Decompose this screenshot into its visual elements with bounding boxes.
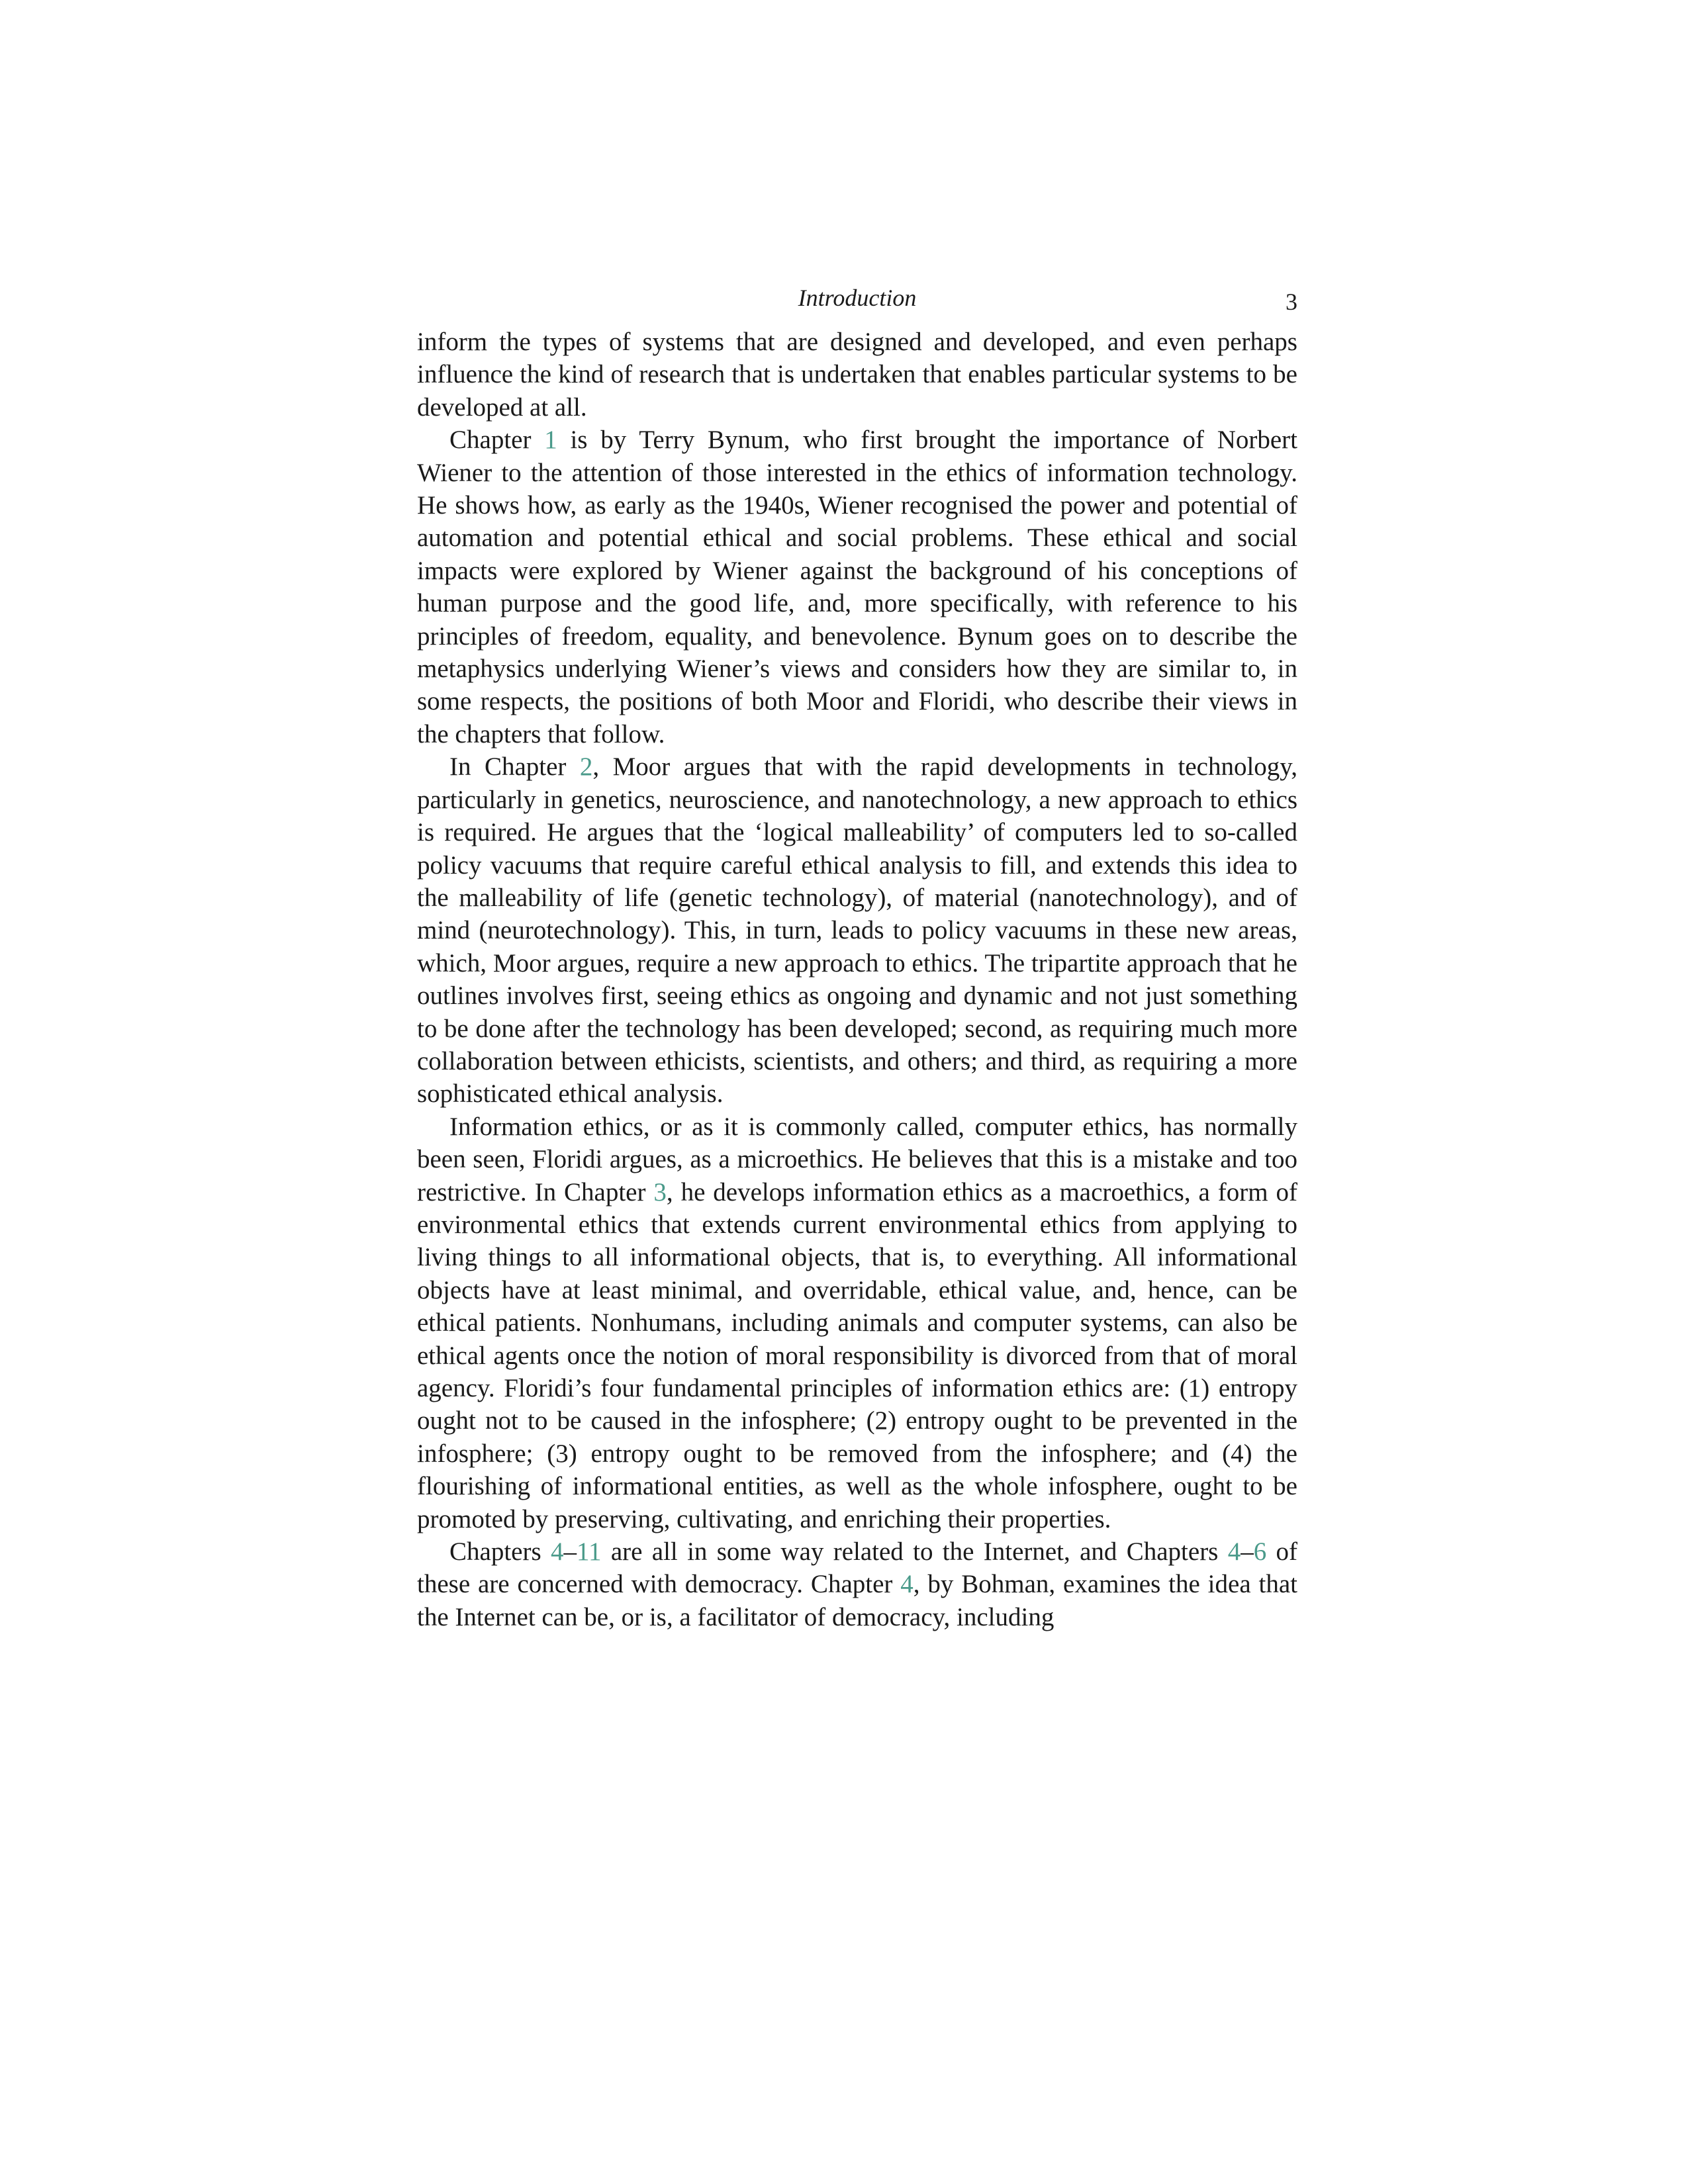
chapter-1-link[interactable]: 1 xyxy=(544,426,557,455)
page-number: 3 xyxy=(1286,289,1297,315)
paragraph-5-text-c: of these are concerned with democracy. Chapter xyxy=(417,1537,1297,1599)
paragraph-4 xyxy=(417,1111,1297,1535)
paragraph-1-text: inform the types of systems that are designed and developed, and even perhaps influence the kind of research that is undertaken that enables particular systems to be developed at all. xyxy=(417,328,1297,422)
paragraph-4-text-b: , he develops information ethics as a macroethics, a form of environmental ethics that extends current environmental ethics from applying to living things to all informational objects, that is, to everything. All informational objects have at least minimal, and overridable, ethical value, and, hence, can be ethical patients. Nonhumans, including animals and computer systems, can also be ethical agents once the notion of moral responsibility is divorced from that of moral agency. Floridi’s four fundamental principles of information ethics are: (1) entropy ought not to be caused in the infosphere; (2) entropy ought to be prevented in the infosphere; (3) entropy ought to be removed from the infosphere; and (4) the flourishing of informational entities, as well as the whole infosphere, ought to be promoted by preserving, cultivating, and enriching their properties. xyxy=(417,1177,1297,1533)
chapter-4-link-2[interactable]: 4 xyxy=(1227,1537,1241,1567)
body-text xyxy=(417,326,1297,1633)
book-page xyxy=(417,278,1297,1633)
paragraph-2-text-b: is by Terry Bynum, who first brought the importance of Norbert Wiener to the attention of those interested in the ethics of information technology. He shows how, as early as the 1940s, Wiener recognised the power and potential of automation and potential ethical and social problems. These ethical and social impacts were explored by Wiener against the background of his conceptions of human purpose and the good life, and, more specifically, with reference to his principles of freedom, equality, and benevolence. Bynum goes on to describe the metaphysics underlying Wiener’s views and considers how they are similar to, in some respects, the positions of both Moor and Floridi, who describe their views in the chapters that follow. xyxy=(417,426,1297,749)
paragraph-5 xyxy=(417,1535,1297,1633)
chapter-4-link-3[interactable]: 4 xyxy=(900,1570,914,1599)
chapter-11-link[interactable]: 11 xyxy=(576,1537,602,1567)
chapter-2-link[interactable]: 2 xyxy=(579,752,593,782)
paragraph-5-text-d: , by Bohman, examines the idea that the Internet can be, or is, a facilitator of democracy, including xyxy=(417,1570,1297,1631)
range-dash: – xyxy=(563,1537,577,1567)
paragraph-2-text-a: Chapter xyxy=(449,426,545,455)
running-title: Introduction xyxy=(798,285,917,311)
chapter-6-link[interactable]: 6 xyxy=(1253,1537,1267,1567)
paragraph-3-text-a: In Chapter xyxy=(449,752,580,782)
paragraph-3 xyxy=(417,751,1297,1110)
paragraph-1 xyxy=(417,326,1297,424)
running-header xyxy=(417,278,1297,318)
paragraph-5-text-a: Chapters xyxy=(449,1537,551,1567)
chapter-3-link[interactable]: 3 xyxy=(653,1177,667,1206)
range-dash-2: – xyxy=(1241,1537,1254,1567)
paragraph-4-text-a: Information ethics, or as it is commonly called, computer ethics, has normally been seen, Floridi argues, as a microethics. He believes that this is a mistake and too restrictive. In Chapter xyxy=(417,1112,1297,1206)
paragraph-3-text-b: , Moor argues that with the rapid developments in technology, particularly in genetics, neuroscience, and nanotechnology, a new approach to ethics is required. He argues that the ‘logical malleability’ of computers led to so-called policy vacuums that require careful ethical analysis to fill, and extends this idea to the malleability of life (genetic technology), of material (nanotechnology), and of mind (neurotechnology). This, in turn, leads to policy vacuums in these new areas, which, Moor argues, require a new approach to ethics. The tripartite approach that he outlines involves first, seeing ethics as ongoing and dynamic and not just something to be done after the technology has been developed; second, as requiring much more collaboration between ethicists, scientists, and others; and third, as requiring a more sophisticated ethical analysis. xyxy=(417,752,1297,1109)
paragraph-5-text-b: are all in some way related to the Internet, and Chapters xyxy=(601,1537,1228,1567)
chapter-4-link[interactable]: 4 xyxy=(550,1537,564,1567)
paragraph-2 xyxy=(417,424,1297,751)
